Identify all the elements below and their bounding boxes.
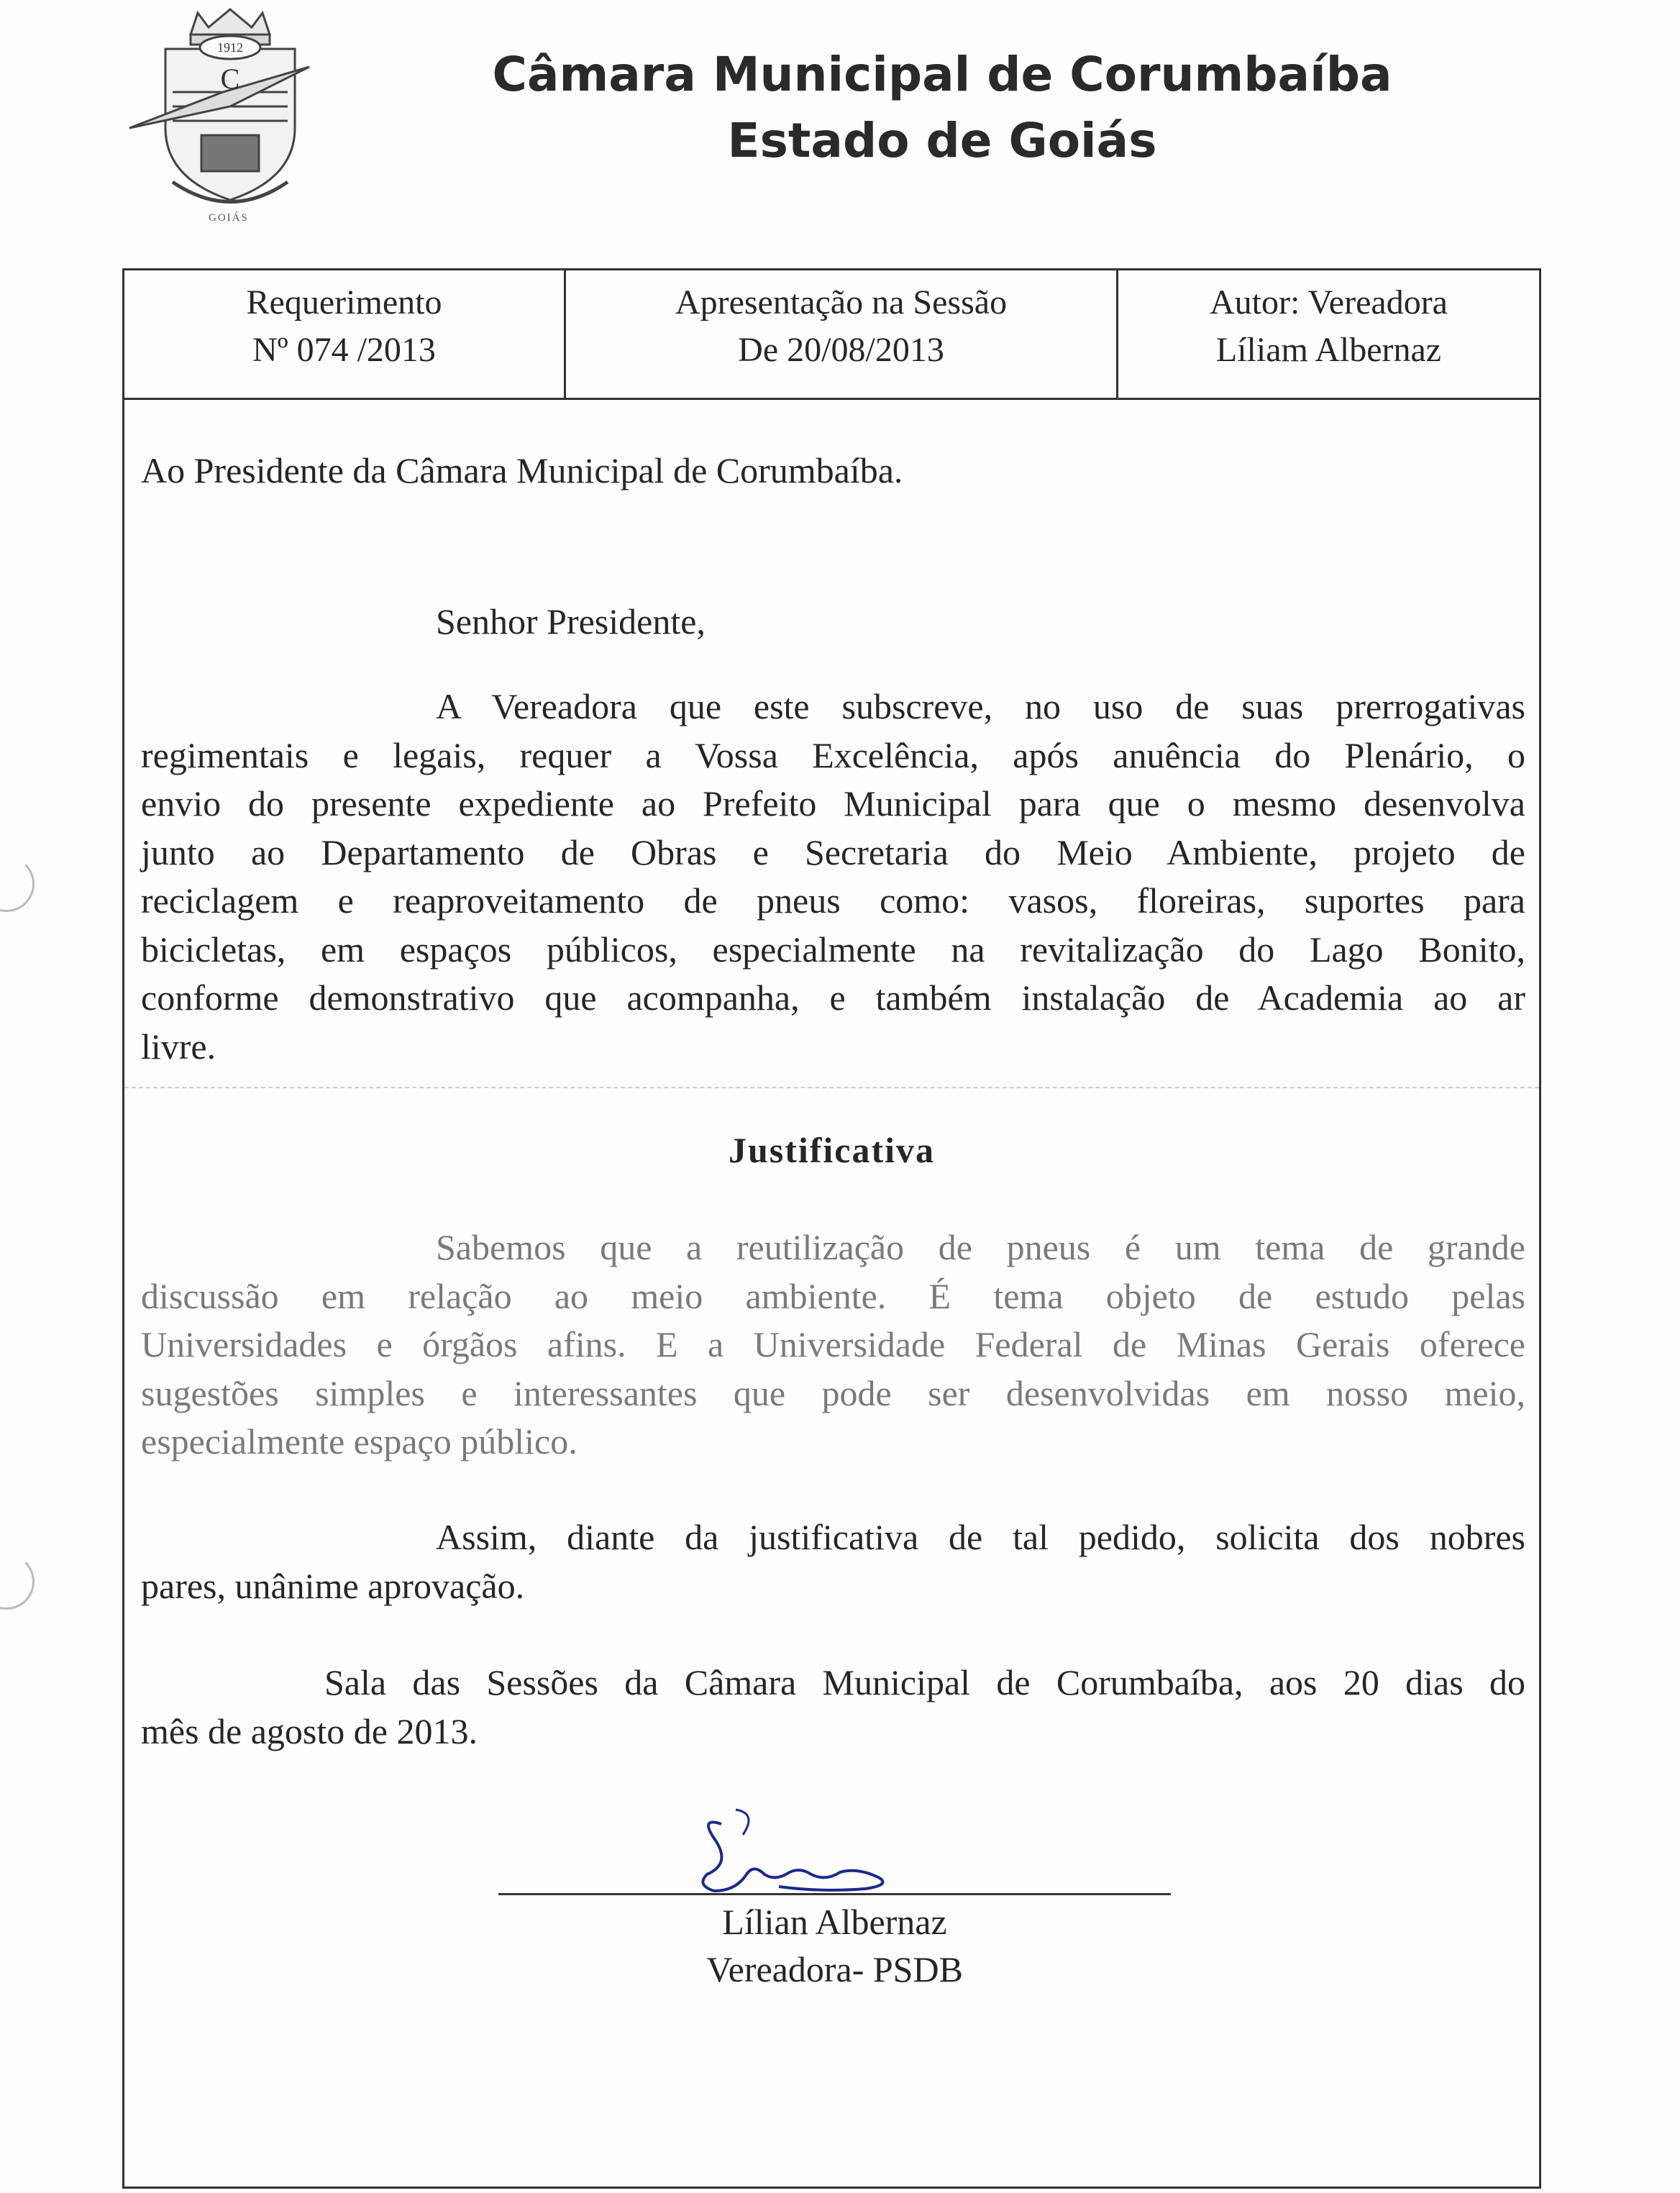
document-frame <box>122 268 1541 2189</box>
document-header <box>403 42 1482 174</box>
divider <box>124 1087 1539 1088</box>
handwritten-signature <box>693 1806 908 1900</box>
conclusion-paragraph <box>141 1513 1525 1610</box>
requerimento-number: Nº 074 /2013 <box>252 331 436 369</box>
sessao-date: De 20/08/2013 <box>738 331 944 369</box>
autor-cell <box>1118 270 1539 398</box>
paragraph-line: envio do presente expediente ao Prefeito Municipal para que o mesmo desenvolva <box>141 783 1525 824</box>
paragraph-line: especialmente espaço público. <box>141 1421 578 1462</box>
punch-hole-mark <box>0 1554 35 1610</box>
info-table-row <box>124 270 1539 400</box>
justificativa-paragraph <box>141 1223 1525 1467</box>
paragraph-line: pares, unânime aprovação. <box>141 1565 525 1606</box>
sessao-label: Apresentação na Sessão <box>675 283 1008 322</box>
salutation: Senhor Presidente, <box>436 601 706 642</box>
paragraph-line: regimentais e legais, requer a Vossa Excelência, após anuência do Plenário, o <box>141 734 1525 775</box>
request-paragraph <box>141 683 1525 1071</box>
header-subtitle: Estado de Goiás <box>727 113 1157 168</box>
paragraph-line: livre. <box>141 1026 216 1067</box>
svg-text:C: C <box>220 63 240 95</box>
autor-name: Líliam Albernaz <box>1215 331 1442 369</box>
paragraph-line: sugestões simples e interessantes que pode ser desenvolvidas em nosso meio, <box>141 1372 1525 1413</box>
paragraph-line: Sabemos que a reutilização de pneus é um tema de grande <box>436 1227 1525 1267</box>
requerimento-cell <box>124 270 566 398</box>
paragraph-line: reciclagem e reaproveitamento de pneus como: vasos, floreiras, suportes para <box>141 880 1525 921</box>
logo-year-text: 1912 <box>217 40 243 55</box>
closing-paragraph <box>141 1659 1525 1756</box>
paragraph-line: junto ao Departamento de Obras e Secretaria do Meio Ambiente, projeto de <box>141 831 1525 872</box>
punch-hole-mark <box>0 856 35 912</box>
addressee-line: Ao Presidente da Câmara Municipal de Corumbaíba. <box>141 450 903 491</box>
signatory-role: Vereadora- PSDB <box>706 1949 963 1989</box>
signatory-name: Lílian Albernaz <box>722 1902 947 1942</box>
signature-line <box>498 1893 1171 1895</box>
paragraph-line: Assim, diante da justificativa de tal pedido, solicita dos nobres <box>436 1517 1525 1557</box>
paragraph-line: discussão em relação ao meio ambiente. É tema objeto de estudo pelas <box>141 1275 1525 1316</box>
justificativa-heading: Justificativa <box>728 1130 936 1170</box>
paragraph-line: Sala das Sessões da Câmara Municipal de Corumbaíba, aos 20 dias do <box>324 1662 1525 1702</box>
paragraph-line: A Vereadora que este subscreve, no uso de suas prerrogativas <box>436 686 1525 726</box>
paragraph-line: bicicletas, em espaços públicos, especialmente na revitalização do Lago Bonito, <box>141 929 1525 970</box>
sessao-cell <box>566 270 1118 398</box>
municipal-coat-of-arms-logo <box>122 6 338 222</box>
paragraph-line: conforme demonstrativo que acompanha, e também instalação de Academia ao ar <box>141 977 1525 1018</box>
header-title: Câmara Municipal de Corumbaíba <box>492 47 1392 102</box>
logo-caption: GOIÁS <box>209 212 249 224</box>
requerimento-label: Requerimento <box>246 283 442 322</box>
paragraph-line: Universidades e órgãos afins. E a Universidade Federal de Minas Gerais oferece <box>141 1324 1525 1364</box>
paragraph-line: mês de agosto de 2013. <box>141 1710 478 1751</box>
autor-label: Autor: Vereadora <box>1210 283 1448 322</box>
